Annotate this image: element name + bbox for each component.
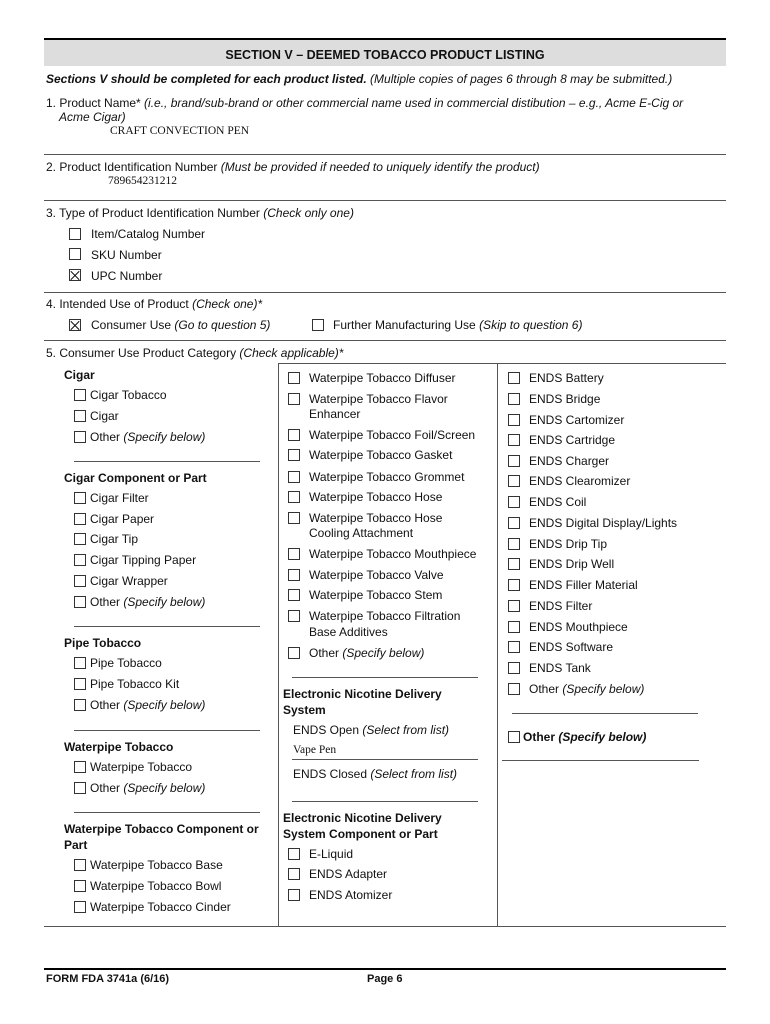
page-number: Page 6: [367, 973, 403, 985]
upc-label: UPC Number: [91, 269, 163, 283]
waterpipe-hose-checkbox[interactable]: [288, 491, 300, 503]
waterpipe-flavor-label: Waterpipe Tobacco Flavor: [309, 392, 448, 406]
col2-other-label: Other (Specify below): [309, 646, 425, 660]
ends-item-checkbox[interactable]: [508, 496, 520, 508]
q1-label: 1. Product Name* (i.e., brand/sub-brand or other commercial name used in commercial distibution – e.g., Acme E-Cig or: [46, 96, 684, 110]
waterpipe-tobacco-heading: Waterpipe Tobacco: [64, 740, 174, 754]
cigar-tipping-paper-checkbox[interactable]: [74, 554, 86, 566]
cigar-checkbox[interactable]: [74, 410, 86, 422]
waterpipe-filtration-checkbox[interactable]: [288, 610, 300, 622]
ends-item-label: ENDS Coil: [529, 495, 587, 509]
ends-atomizer-label: ENDS Atomizer: [309, 888, 393, 902]
col3-other-label: Other (Specify below): [529, 682, 645, 696]
cigar-other-label: Other (Specify below): [90, 430, 206, 444]
col3-other-checkbox[interactable]: [508, 683, 520, 695]
ends-component-heading: Electronic Nicotine Delivery: [283, 811, 442, 825]
q3-label: 3. Type of Product Identification Number (Check only one): [46, 206, 354, 220]
ends-item-label: ENDS Drip Well: [529, 557, 615, 571]
ends-item-label: ENDS Filter: [529, 599, 593, 613]
ends-item-checkbox[interactable]: [508, 538, 520, 550]
ends-item-label: ENDS Mouthpiece: [529, 620, 628, 634]
upc-checkbox[interactable]: [69, 269, 81, 281]
cigar-paper-checkbox[interactable]: [74, 513, 86, 525]
sku-label: SKU Number: [91, 248, 162, 262]
section-title: SECTION V – DEEMED TOBACCO PRODUCT LISTING: [44, 38, 726, 66]
cigar-component-other-label: Other (Specify below): [90, 595, 206, 609]
waterpipe-foil-checkbox[interactable]: [288, 429, 300, 441]
ends-item-checkbox[interactable]: [508, 434, 520, 446]
ends-item-checkbox[interactable]: [508, 372, 520, 384]
waterpipe-base-checkbox[interactable]: [74, 859, 86, 871]
cigar-component-other-checkbox[interactable]: [74, 596, 86, 608]
intro-text: Sections V should be completed for each product listed. (Multiple copies of pages 6 through 8 may be submitted.): [46, 72, 673, 86]
waterpipe-hose-label: Waterpipe Tobacco Hose: [309, 490, 443, 504]
pipe-tobacco-kit-checkbox[interactable]: [74, 678, 86, 690]
product-id-field[interactable]: 789654231212: [108, 175, 177, 187]
cigar-tobacco-checkbox[interactable]: [74, 389, 86, 401]
other-category-checkbox[interactable]: [508, 731, 520, 743]
waterpipe-flavor-label-2: Enhancer: [309, 407, 361, 421]
cigar-tipping-paper-label: Cigar Tipping Paper: [90, 553, 197, 567]
form-number: FORM FDA 3741a (6/16): [46, 973, 170, 985]
waterpipe-filtration-label-2: Base Additives: [309, 625, 388, 639]
ends-heading-2: System: [283, 703, 326, 717]
waterpipe-stem-checkbox[interactable]: [288, 589, 300, 601]
cigar-filter-label: Cigar Filter: [90, 491, 149, 505]
ends-item-label: ENDS Cartridge: [529, 433, 616, 447]
waterpipe-diffuser-checkbox[interactable]: [288, 372, 300, 384]
ends-item-checkbox[interactable]: [508, 662, 520, 674]
ends-item-checkbox[interactable]: [508, 621, 520, 633]
pipe-tobacco-heading: Pipe Tobacco: [64, 636, 142, 650]
cigar-tip-checkbox[interactable]: [74, 533, 86, 545]
waterpipe-mouthpiece-label: Waterpipe Tobacco Mouthpiece: [309, 547, 477, 561]
ends-adapter-checkbox[interactable]: [288, 868, 300, 880]
item-catalog-checkbox[interactable]: [69, 228, 81, 240]
further-manufacturing-checkbox[interactable]: [312, 319, 324, 331]
waterpipe-cinder-checkbox[interactable]: [74, 901, 86, 913]
cigar-label: Cigar: [90, 409, 119, 423]
waterpipe-foil-label: Waterpipe Tobacco Foil/Screen: [309, 428, 476, 442]
cigar-other-checkbox[interactable]: [74, 431, 86, 443]
waterpipe-mouthpiece-checkbox[interactable]: [288, 548, 300, 560]
consumer-use-label: Consumer Use (Go to question 5): [91, 318, 271, 332]
ends-item-label: ENDS Drip Tip: [529, 537, 608, 551]
waterpipe-tobacco-checkbox[interactable]: [74, 761, 86, 773]
ends-item-checkbox[interactable]: [508, 558, 520, 570]
ends-heading: Electronic Nicotine Delivery: [283, 687, 442, 701]
waterpipe-grommet-checkbox[interactable]: [288, 471, 300, 483]
e-liquid-checkbox[interactable]: [288, 848, 300, 860]
pipe-tobacco-label: Pipe Tobacco: [90, 656, 162, 670]
product-name-field[interactable]: CRAFT CONVECTION PEN: [110, 125, 250, 137]
waterpipe-component-heading: Waterpipe Tobacco Component or: [64, 822, 259, 836]
ends-open-select[interactable]: Vape Pen: [293, 744, 337, 756]
ends-item-checkbox[interactable]: [508, 517, 520, 529]
ends-item-checkbox[interactable]: [508, 414, 520, 426]
waterpipe-bowl-checkbox[interactable]: [74, 880, 86, 892]
further-manufacturing-label: Further Manufacturing Use (Skip to question 6): [333, 318, 583, 332]
waterpipe-filtration-label: Waterpipe Tobacco Filtration: [309, 609, 461, 623]
ends-item-checkbox[interactable]: [508, 455, 520, 467]
q2-label: 2. Product Identification Number (Must be provided if needed to uniquely identify the product): [46, 160, 540, 174]
cigar-wrapper-label: Cigar Wrapper: [90, 574, 168, 588]
item-catalog-label: Item/Catalog Number: [91, 227, 206, 241]
ends-item-label: ENDS Digital Display/Lights: [529, 516, 678, 530]
q5-label: 5. Consumer Use Product Category (Check applicable)*: [46, 346, 344, 360]
waterpipe-tobacco-label: Waterpipe Tobacco: [90, 760, 193, 774]
ends-item-checkbox[interactable]: [508, 393, 520, 405]
consumer-use-checkbox[interactable]: [69, 319, 81, 331]
ends-component-heading-2: System Component or Part: [283, 827, 438, 841]
e-liquid-label: E-Liquid: [309, 847, 354, 861]
waterpipe-gasket-label: Waterpipe Tobacco Gasket: [309, 448, 453, 462]
ends-item-label: ENDS Bridge: [529, 392, 601, 406]
waterpipe-base-label: Waterpipe Tobacco Base: [90, 858, 223, 872]
ends-item-label: ENDS Clearomizer: [529, 474, 631, 488]
pipe-tobacco-checkbox[interactable]: [74, 657, 86, 669]
waterpipe-hose-cooling-checkbox[interactable]: [288, 512, 300, 524]
cigar-tobacco-label: Cigar Tobacco: [90, 388, 167, 402]
waterpipe-hose-cooling-label: Waterpipe Tobacco Hose: [309, 511, 443, 525]
ends-item-checkbox[interactable]: [508, 600, 520, 612]
waterpipe-valve-checkbox[interactable]: [288, 569, 300, 581]
waterpipe-diffuser-label: Waterpipe Tobacco Diffuser: [309, 371, 456, 385]
cigar-paper-label: Cigar Paper: [90, 512, 155, 526]
pipe-other-label: Other (Specify below): [90, 698, 206, 712]
waterpipe-grommet-label: Waterpipe Tobacco Grommet: [309, 470, 465, 484]
pipe-tobacco-kit-label: Pipe Tobacco Kit: [90, 677, 180, 691]
cigar-tip-label: Cigar Tip: [90, 532, 139, 546]
ends-item-checkbox[interactable]: [508, 641, 520, 653]
col2-other-checkbox[interactable]: [288, 647, 300, 659]
cigar-component-heading: Cigar Component or Part: [64, 471, 207, 485]
ends-item-label: ENDS Charger: [529, 454, 610, 468]
cigar-wrapper-checkbox[interactable]: [74, 575, 86, 587]
waterpipe-valve-label: Waterpipe Tobacco Valve: [309, 568, 444, 582]
ends-item-label: ENDS Tank: [529, 661, 591, 675]
ends-item-label: ENDS Battery: [529, 371, 604, 385]
waterpipe-stem-label: Waterpipe Tobacco Stem: [309, 588, 443, 602]
ends-atomizer-checkbox[interactable]: [288, 889, 300, 901]
waterpipe-other-label: Other (Specify below): [90, 781, 206, 795]
waterpipe-hose-cooling-label-2: Cooling Attachment: [309, 526, 414, 540]
other-category-label: Other (Specify below): [523, 730, 647, 744]
ends-item-label: ENDS Software: [529, 640, 614, 654]
waterpipe-bowl-label: Waterpipe Tobacco Bowl: [90, 879, 222, 893]
q1-hint: Acme Cigar): [59, 110, 126, 124]
ends-item-checkbox[interactable]: [508, 579, 520, 591]
q4-label: 4. Intended Use of Product (Check one)*: [46, 297, 263, 311]
ends-closed-label: ENDS Closed (Select from list): [293, 767, 458, 781]
waterpipe-gasket-checkbox[interactable]: [288, 449, 300, 461]
ends-item-label: ENDS Cartomizer: [529, 413, 625, 427]
ends-adapter-label: ENDS Adapter: [309, 867, 388, 881]
ends-item-checkbox[interactable]: [508, 475, 520, 487]
waterpipe-flavor-checkbox[interactable]: [288, 393, 300, 405]
cigar-heading: Cigar: [64, 368, 95, 382]
ends-open-label: ENDS Open (Select from list): [293, 723, 450, 737]
waterpipe-cinder-label: Waterpipe Tobacco Cinder: [90, 900, 231, 914]
cigar-filter-checkbox[interactable]: [74, 492, 86, 504]
sku-checkbox[interactable]: [69, 248, 81, 260]
waterpipe-other-checkbox[interactable]: [74, 782, 86, 794]
ends-item-label: ENDS Filler Material: [529, 578, 638, 592]
pipe-other-checkbox[interactable]: [74, 699, 86, 711]
waterpipe-component-heading-2: Part: [64, 838, 88, 852]
